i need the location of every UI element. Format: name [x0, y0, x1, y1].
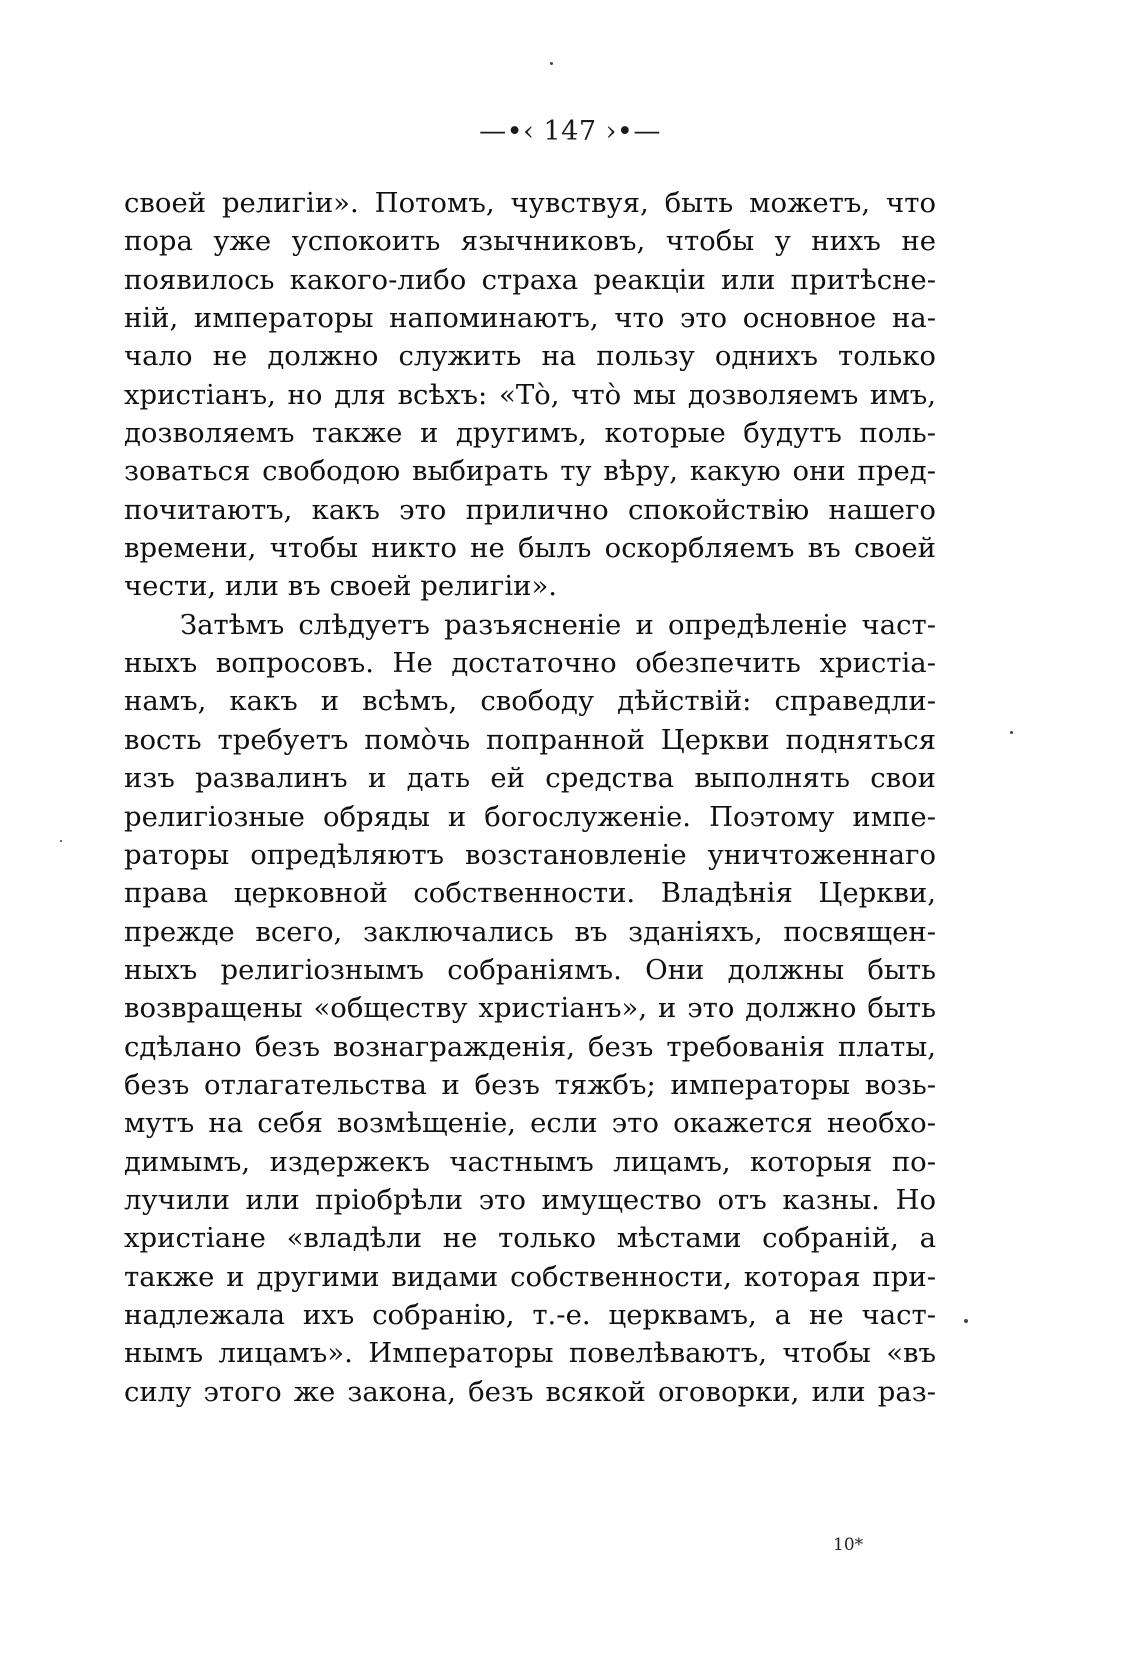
print-speck	[1010, 731, 1013, 734]
print-speck	[60, 840, 62, 842]
text-line: надлежала ихъ собранію, т.-е. церквамъ, а не част-	[124, 1298, 936, 1331]
signature-mark: 10*	[833, 1535, 864, 1555]
text-line: времени, чтобы никто не былъ оскорбляемъ въ своей	[124, 532, 936, 565]
text-line: христіане «владѣли не только мѣстами собраній, а	[124, 1222, 936, 1255]
text-line: своей религіи». Потомъ, чувствуя, быть можетъ, что	[124, 187, 936, 219]
text-line: чести, или въ своей религіи».	[124, 570, 558, 603]
text-line: чало не должно служить на пользу однихъ только	[124, 340, 936, 373]
text-line: также и другими видами собственности, которая при-	[124, 1260, 936, 1293]
text-line: религіозные обряды и богослуженіе. Поэтому импе-	[124, 800, 936, 833]
header-ornament-left: —•‹	[479, 116, 535, 147]
text-line: мутъ на себя возмѣщеніе, если это окажется необхо-	[124, 1107, 936, 1140]
header-ornament-right: ›•—	[605, 116, 661, 147]
text-line: раторы опредѣляютъ возстановленіе уничтоженнаго	[124, 838, 936, 871]
body-text	[124, 184, 936, 1411]
text-line: прежде всего, заключались въ зданіяхъ, посвящен-	[124, 915, 936, 948]
text-line: димымъ, издержекъ частнымъ лицамъ, которыя по-	[124, 1145, 936, 1178]
page-header	[0, 114, 1140, 150]
text-line: возвращены «обществу христіанъ», и это должно быть	[124, 992, 936, 1025]
text-line: изъ развалинъ и дать ей средства выполнять свои	[124, 762, 936, 795]
text-line: почитаютъ, какъ это прилично спокойствію нашего	[124, 493, 936, 526]
text-line: вость требуетъ помо̀чь попранной Церкви подняться	[124, 723, 936, 756]
text-line: ній, императоры напоминаютъ, что это основное на-	[124, 302, 936, 335]
text-line: появилось какого-либо страха реакціи или притѣсне-	[124, 263, 936, 296]
text-line: христіанъ, но для всѣхъ: «Тò, что̀ мы дозволяемъ имъ,	[124, 378, 936, 411]
text-line: права церковной собственности. Владѣнія Церкви,	[124, 877, 936, 910]
text-line: лучили или пріобрѣли это имущество отъ казны. Но	[124, 1183, 936, 1216]
text-line: Затѣмъ слѣдуетъ разъясненіе и опредѣленіе част-	[180, 608, 936, 641]
text-line: дозволяемъ также и другимъ, которые будутъ поль-	[124, 417, 936, 450]
text-line: зоваться свободою выбирать ту вѣру, какую они пред-	[124, 455, 936, 488]
text-line: ныхъ религіознымъ собраніямъ. Они должны быть	[124, 953, 936, 986]
text-line: нымъ лицамъ». Императоры повелѣваютъ, чтобы «въ	[124, 1337, 936, 1370]
text-line: сдѣлано безъ вознагражденія, безъ требованія платы,	[124, 1030, 936, 1063]
page-number: 147	[543, 116, 597, 147]
text-line: намъ, какъ и всѣмъ, свободу дѣйствій: справедли-	[124, 685, 936, 718]
text-line: пора уже успокоить язычниковъ, чтобы у нихъ не	[124, 225, 936, 258]
print-speck	[550, 62, 553, 65]
text-line: безъ отлагательства и безъ тяжбъ; императоры возь-	[124, 1068, 936, 1101]
print-speck	[964, 1319, 968, 1323]
text-line: ныхъ вопросовъ. Не достаточно обезпечить христіа-	[124, 647, 936, 680]
text-line: силу этого же закона, безъ всякой оговорки, или раз-	[124, 1375, 936, 1408]
